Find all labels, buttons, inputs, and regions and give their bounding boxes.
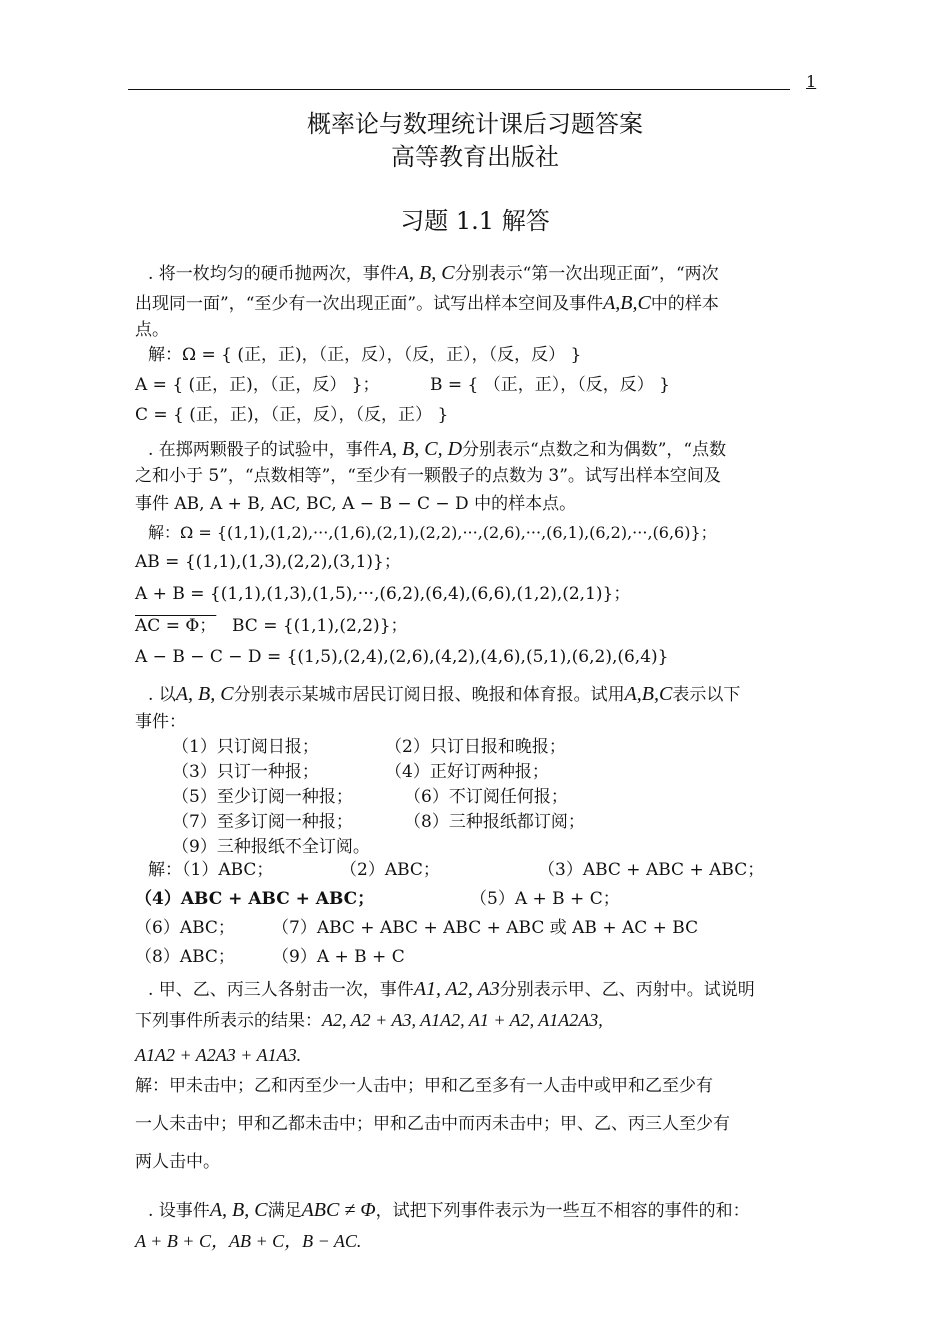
p1-q-a: . 将一枚均匀的硬币抛两次，事件 [148,264,397,284]
p3-answer-7: （7）ABC + ABC + ABC + ABC 或 AB + AC + BC [272,918,699,938]
p3-answer-9: （9）A + B + C [272,947,405,967]
p2-a-plus-b: A + B = {(1,1),(1,3),(1,5),···,(6,2),(6,4),(6,6),(1,2),(2,1)}； [135,584,631,604]
p3-item-1: （1）只订阅日报； [172,737,319,757]
p3-answer-5: （5）A + B + C； [470,889,620,909]
p3-item-9: （9）三种报纸不全订阅。 [172,837,370,857]
p3-item-2: （2）只订日报和晚报； [385,737,566,757]
p2-q-b: 分别表示“点数之和为偶数”，“点数 [462,440,727,460]
p3-q-c: 表示以下 [672,685,741,705]
p3-answer-4: （4）ABC + ABC + ABC； [135,889,375,909]
p4-events1: A2, A2 + A3, A1A2, A1 + A2, A1A2A3, [322,1010,603,1030]
p4-solution-line2: 一人未击中；甲和乙都未击中；甲和乙击中而丙未击中；甲、乙、丙三人至少有 [135,1114,730,1134]
p1-set-c: C = { (正，正)，（正，反），（反，正） } [135,405,449,425]
p2-ab: AB = {(1,1),(1,3),(2,2),(3,1)}； [135,552,401,572]
p4-q-b: 分别表示甲、乙、丙射中。试说明 [499,980,755,1000]
p1-q-line2-end: 中的样本 [650,294,719,314]
publisher: 高等教育出版社 [391,143,559,171]
p2-a-minus: A − B − C − D = {(1,5),(2,4),(2,6),(4,2),(4,6),(5,1),(6,2),(6,4)} [135,647,669,667]
p5-q-vars: A, B, C [209,1199,268,1221]
p3-item-6: （6）不订阅任何报； [404,787,568,807]
p3-question-line1 [148,682,740,706]
p2-q-a: . 在掷两颗骰子的试验中，事件 [148,440,380,460]
p1-sol-label: 解： [148,345,182,365]
p2-ac-bar: AC = Φ； [135,616,217,636]
p3-answer-3: （3）ABC + ABC + ABC； [538,860,765,880]
p3-q-vars2: A,B,C [624,683,673,705]
p1-q-line2: 出现同一面”，“至少有一次出现正面”。试写出样本空间及事件 [135,294,604,314]
p3-q-a: . 以 [148,685,176,705]
p1-omega [148,345,581,365]
p3-item-3: （3）只订一种报； [172,762,319,782]
p1-q-b: 分别表示“第一次出现正面”，“两次 [454,264,719,284]
p2-question-line2: 之和小于 5”，“点数相等”，“至少有一颗骰子的点数为 3”。试写出样本空间及 [135,466,721,486]
p2-question-line1 [148,437,726,461]
p2-question-line3: 事件 AB, A + B, AC, BC, A − B − C − D 中的样本点。 [135,494,577,514]
p4-q-vars: A1, A2, A3 [413,978,500,1000]
p4-question-line1 [148,977,755,1001]
p5-q-b: 满足 [267,1201,302,1221]
p1-set-a: A = { (正，正)，（正，反） }； [135,375,380,395]
p1-omega-set: Ω = { (正，正)，（正，反），（反，正），（反，反） } [182,345,582,365]
p3-item-5: （5）至少订阅一种报； [172,787,353,807]
p3-item-4: （4）正好订两种报； [385,762,549,782]
p1-question-line1 [148,261,719,285]
p5-q-cond: ABC ≠ Φ [301,1199,376,1221]
p3-question-line2: 事件： [135,712,186,732]
p1-q-vars: A, B, C [396,262,455,284]
section-title: 习题 1.1 解答 [400,207,550,235]
p5-q-c: ，试把下列事件表示为一些互不相容的事件的和： [375,1201,750,1221]
p2-omega: 解：Ω = {(1,1),(1,2),···,(1,6),(2,1),(2,2),···,(2,6),···,(6,1),(6,2),···,(6,6)}； [148,523,717,542]
p4-solution-line1: 解：甲未击中；乙和丙至少一人击中；甲和乙至多有一人击中或甲和乙至少有 [135,1076,713,1096]
p1-q-vars2: A,B,C [603,292,651,314]
p4-q-a: . 甲、乙、丙三人各射击一次，事件 [148,980,414,1000]
p5-question-line1 [148,1198,750,1222]
p1-question-line3: 点。 [135,320,169,340]
p4-solution-line3: 两人击中。 [135,1152,220,1172]
p3-item-7: （7）至多订阅一种报； [172,812,353,832]
p3-answer-8: （8）ABC； [135,947,235,967]
p3-answer-2: （2）ABC； [340,860,440,880]
p3-item-8: （8）三种报纸都订阅； [404,812,585,832]
doc-title: 概率论与数理统计课后习题答案 [307,110,643,138]
p2-ac [135,616,216,636]
p4-events2: A1A2 + A2A3 + A1A3. [135,1045,302,1065]
p4-q-line2: 下列事件所表示的结果： [135,1011,322,1031]
header-rule [128,89,790,90]
p2-bc: BC = {(1,1),(2,2)}； [232,616,408,636]
p3-q-vars: A, B, C [175,683,234,705]
p4-question-line2 [135,1010,603,1032]
p3-answer-6: （6）ABC； [135,918,235,938]
p3-q-b: 分别表示某城市居民订阅日报、晚报和体育报。试用 [233,685,625,705]
p3-answer-1: 解：（1）ABC； [148,860,274,880]
page-number: 1 [806,72,817,91]
p1-set-b: B = { （正，正），（反，反） } [430,375,670,395]
p1-question-line2 [135,291,719,315]
p5-q-a: . 设事件 [148,1201,210,1221]
p5-question-line2: A + B + C，AB + C，B − AC. [135,1231,362,1251]
p2-q-vars: A, B, C, D [379,438,463,460]
